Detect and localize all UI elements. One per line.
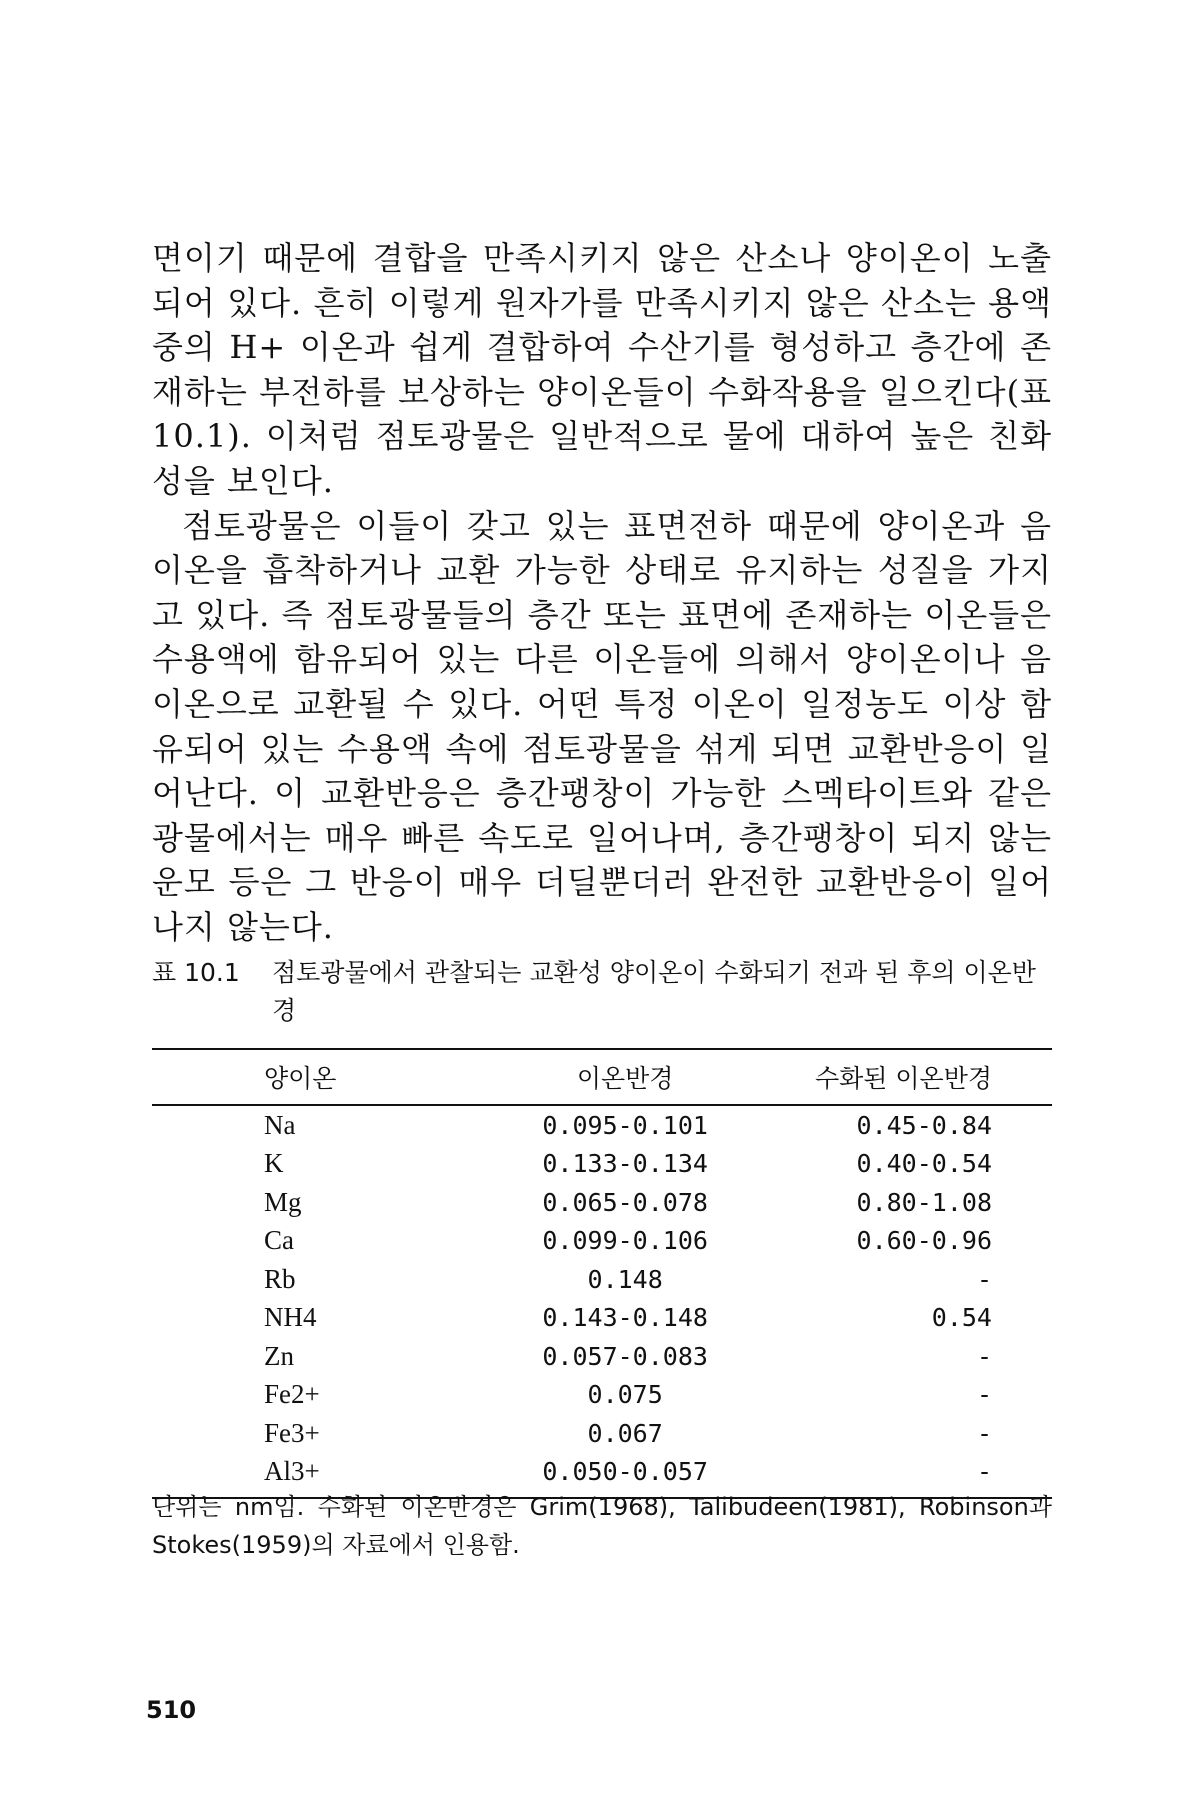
hydrated-radius-cell: 0.60-0.96 bbox=[856, 1226, 992, 1256]
ion-radius-cell: 0.067 bbox=[587, 1418, 663, 1448]
table-header-row bbox=[152, 1049, 1052, 1105]
ion-radius-table bbox=[152, 1048, 1052, 1499]
table-row bbox=[152, 1299, 1052, 1338]
hydrated-radius-cell: 0.40-0.54 bbox=[856, 1149, 992, 1179]
hydrated-radius-cell: - bbox=[735, 1453, 1052, 1499]
hydrated-radius-cell: - bbox=[976, 1341, 992, 1371]
cation-cell: Ca bbox=[264, 1225, 294, 1256]
cation-cell: Rb bbox=[264, 1263, 296, 1294]
table-row bbox=[152, 1337, 1052, 1376]
hydrated-radius-cell: 0.45-0.84 bbox=[856, 1110, 992, 1140]
hydrated-radius-cell: 0.54 bbox=[931, 1303, 992, 1333]
table-note: 단위는 nm임. 수화된 이온반경은 Grim(1968), Talibudeen(1981), Robinson과 Stokes(1959)의 자료에서 인용함. bbox=[152, 1493, 1052, 1559]
body-text bbox=[152, 236, 1052, 950]
table-row bbox=[152, 1376, 1052, 1415]
hydrated-radius-cell: - bbox=[976, 1418, 992, 1448]
cation-cell: Mg bbox=[264, 1186, 302, 1217]
ion-radius-cell: 0.148 bbox=[587, 1264, 663, 1294]
table-row bbox=[152, 1183, 1052, 1222]
hydrated-radius-cell: 0.80-1.08 bbox=[856, 1187, 992, 1217]
page-number: 510 bbox=[146, 1696, 197, 1724]
table-caption-text: 점토광물에서 관찰되는 교환성 양이온이 수화되기 전과 된 후의 이온반경 bbox=[272, 958, 1036, 1025]
ion-radius-cell: 0.143-0.148 bbox=[542, 1303, 708, 1333]
header-ion-radius: 이온반경 bbox=[515, 1049, 735, 1105]
header-hydrated-radius: 수화된 이온반경 bbox=[735, 1049, 1052, 1105]
cation-cell: K bbox=[264, 1148, 284, 1179]
ion-radius-cell: 0.095-0.101 bbox=[542, 1110, 708, 1140]
table-row bbox=[152, 1145, 1052, 1184]
ion-radius-cell: 0.050-0.057 bbox=[515, 1453, 735, 1499]
cation-cell: Zn bbox=[264, 1340, 294, 1371]
ion-radius-cell: 0.133-0.134 bbox=[542, 1149, 708, 1179]
header-cation: 양이온 bbox=[152, 1049, 515, 1105]
table-row bbox=[152, 1260, 1052, 1299]
hydrated-radius-cell: - bbox=[976, 1264, 992, 1294]
table-label: 표 10.1 bbox=[152, 958, 240, 987]
cation-cell: Fe2+ bbox=[264, 1379, 320, 1410]
table-row bbox=[152, 1414, 1052, 1453]
table-row bbox=[152, 1105, 1052, 1145]
paragraph-1: 면이기 때문에 결합을 만족시키지 않은 산소나 양이온이 노출되어 있다. 흔히 이렇게 원자가를 만족시키지 않은 산소는 용액 중의 H+ 이온과 쉽게 결합하여 수산기를 형성하고 층간에 존재하는 부전하를 보상하는 양이온들이 수화작용을 일으킨다(표 10.1). 이처럼 점토광물은 일반적으로 물에 대하여 높은 친화성을 보인다. bbox=[152, 239, 1052, 500]
cation-cell: Al3+ bbox=[152, 1453, 515, 1499]
ion-radius-cell: 0.075 bbox=[587, 1380, 663, 1410]
hydrated-radius-cell: - bbox=[976, 1380, 992, 1410]
table-caption bbox=[152, 954, 1052, 1030]
cation-cell: NH4 bbox=[264, 1302, 317, 1333]
ion-radius-cell: 0.099-0.106 bbox=[542, 1226, 708, 1256]
table-row bbox=[152, 1222, 1052, 1261]
paragraph-2: 점토광물은 이들이 갖고 있는 표면전하 때문에 양이온과 음이온을 흡착하거나 교환 가능한 상태로 유지하는 성질을 가지고 있다. 즉 점토광물들의 층간 또는 표면에 존재하는 이온들은 수용액에 함유되어 있는 다른 이온들에 의해서 양이온이나 음이온으로 교환될 수 있다. 어떤 특정 이온이 일정농도 이상 함유되어 있는 수용액 속에 점토광물을 섞게 되면 교환반응이 일어난다. 이 교환반응은 층간팽창이 가능한 스멕타이트와 같은 광물에서는 매우 빠른 속도로 일어나며, 층간팽창이 되지 않는 운모 등은 그 반응이 매우 더딜뿐더러 완전한 교환반응이 일어나지 않는다. bbox=[152, 506, 1052, 946]
cation-cell: Fe3+ bbox=[264, 1417, 320, 1448]
ion-radius-cell: 0.057-0.083 bbox=[542, 1341, 708, 1371]
cation-cell: Na bbox=[264, 1109, 296, 1140]
ion-radius-cell: 0.065-0.078 bbox=[542, 1187, 708, 1217]
